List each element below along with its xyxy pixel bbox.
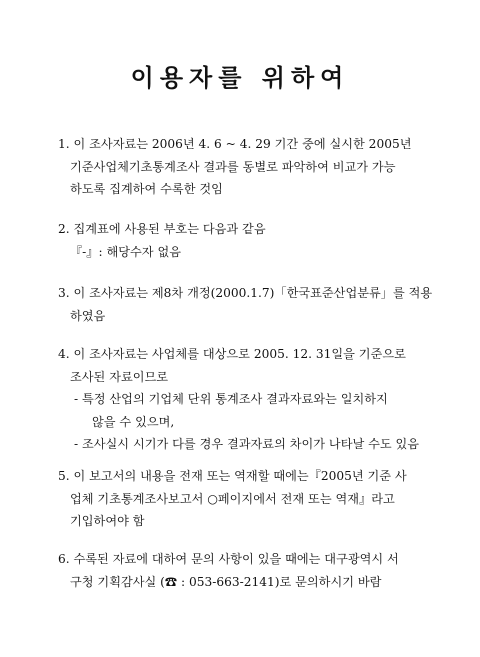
note-1-line-1: 1. 이 조사자료는 2006년 4. 6 ~ 4. 29 기간 중에 실시한 2005년 xyxy=(58,137,412,151)
note-1-line-2: 기준사업체기초통계조사 결과를 동별로 파악하여 비교가 가능 xyxy=(70,159,396,174)
note-4-line-5: - 조사실시 시기가 다를 경우 결과자료의 차이가 나타날 수도 있음 xyxy=(74,437,420,451)
note-5-line-1: 5. 이 보고서의 내용을 전재 또는 역재할 때에는『2005년 기준 사 xyxy=(58,469,407,483)
note-item-3 xyxy=(58,282,438,327)
page-title: 이용자를 위하여 xyxy=(130,63,350,92)
note-3-line-1: 3. 이 조사자료는 제8차 개정(2000.1.7)「한국표준산업분류」를 적용 xyxy=(58,286,433,300)
note-item-4 xyxy=(58,343,438,456)
note-5-line-2: 업체 기초통계조사보고서 ○페이지에서 전재 또는 역재』라고 xyxy=(70,491,395,506)
note-item-5 xyxy=(58,465,438,533)
note-6-line-1: 6. 수록된 자료에 대하여 문의 사항이 있을 때에는 대구광역시 서 xyxy=(58,552,399,566)
note-6-line-2: 구청 기획감사실 (☎ : 053-663-2141)로 문의하시기 바람 xyxy=(70,574,382,589)
note-4-line-4: 않을 수 있으며, xyxy=(92,414,175,429)
note-1-line-3: 하도록 집계하여 수록한 것임 xyxy=(70,182,223,196)
note-4-line-1: 4. 이 조사자료는 사업체를 대상으로 2005. 12. 31일을 기준으로 xyxy=(58,347,406,361)
note-item-1 xyxy=(58,133,438,201)
note-3-line-2: 하였음 xyxy=(70,308,106,323)
note-item-6 xyxy=(58,548,438,593)
note-5-line-3: 기입하여야 함 xyxy=(70,514,145,528)
note-4-line-2: 조사된 자료이므로 xyxy=(70,369,169,384)
note-2-line-2: 『-』: 해당수자 없음 xyxy=(70,244,181,259)
note-4-line-3: - 특정 산업의 기업체 단위 통계조사 결과자료와는 일치하지 xyxy=(74,392,388,406)
note-2-line-1: 2. 집계표에 사용된 부호는 다음과 같음 xyxy=(58,222,266,236)
note-item-2 xyxy=(58,218,438,263)
